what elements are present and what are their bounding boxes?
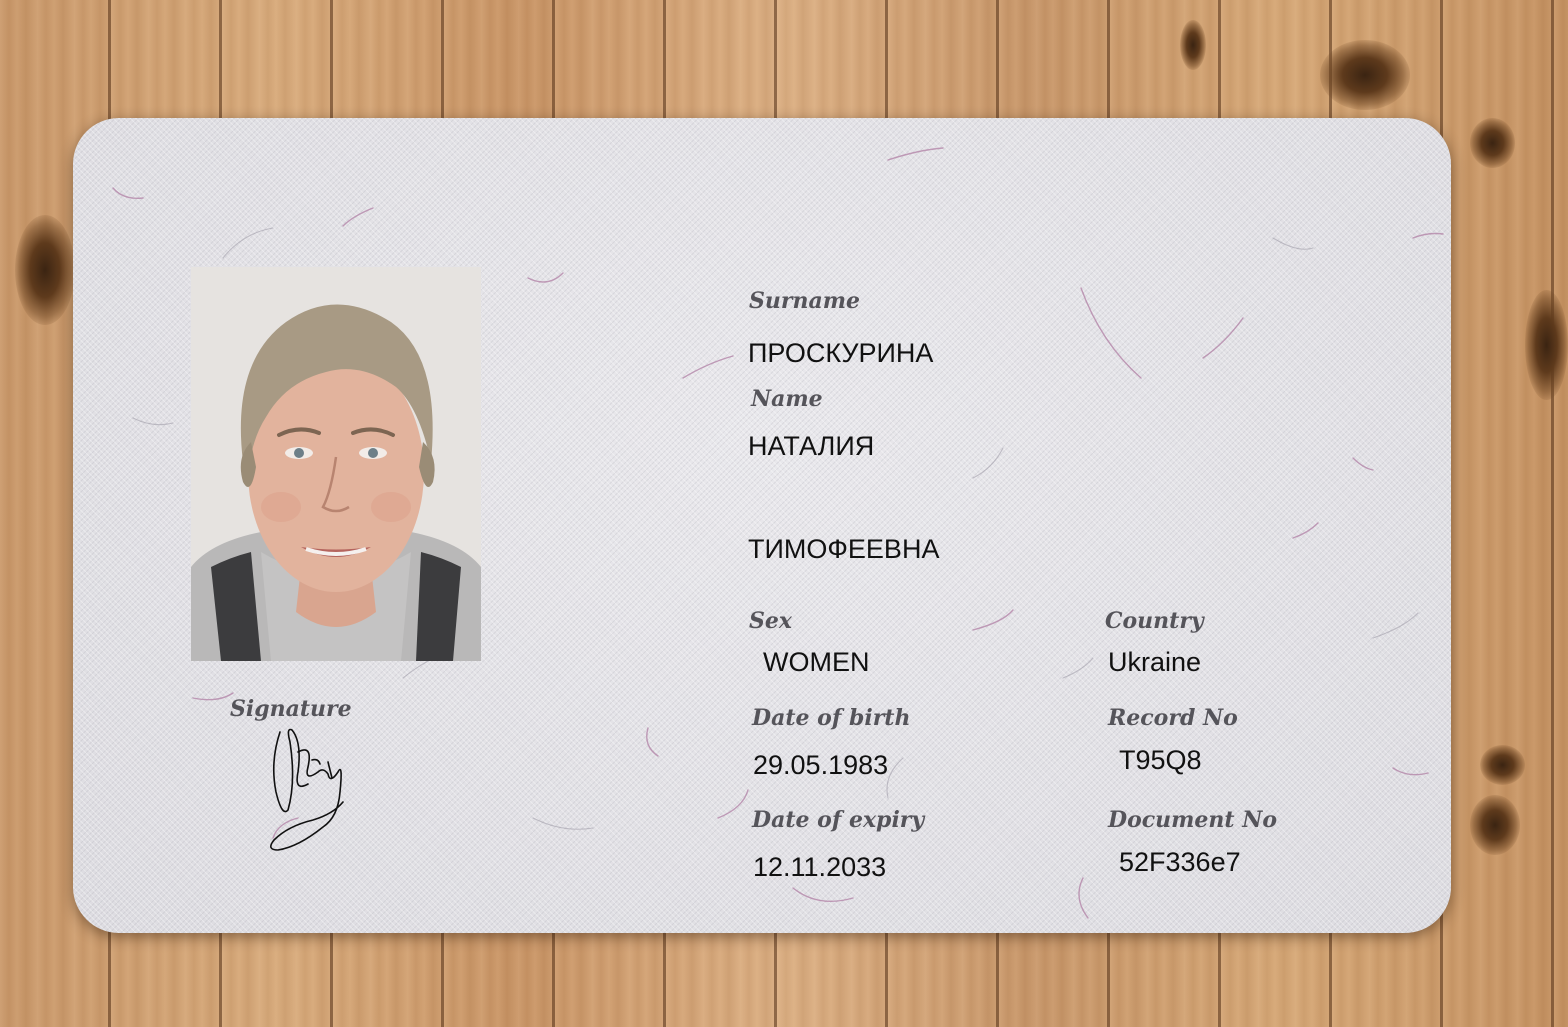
sex-label: Sex: [749, 608, 793, 634]
date-of-birth-value: 29.05.1983: [753, 750, 889, 780]
surname-label: Surname: [749, 288, 860, 314]
country-label: Country: [1105, 608, 1204, 634]
holder-signature: [268, 722, 353, 857]
name-value: НАТАЛИЯ: [748, 431, 875, 461]
id-card: [73, 118, 1451, 933]
sex-value: WOMEN: [763, 647, 870, 677]
date-of-expiry-value: 12.11.2033: [753, 852, 887, 882]
wood-knot: [1480, 745, 1525, 785]
document-no-value: 52F336e7: [1119, 847, 1241, 877]
holder-photo: [191, 267, 481, 661]
signature-label: Signature: [230, 696, 352, 722]
wood-knot: [1320, 40, 1410, 110]
wood-knot: [1470, 795, 1520, 855]
surname-value: ПРОСКУРИНА: [748, 338, 934, 368]
holder-portrait-image: [191, 267, 481, 661]
record-no-value: T95Q8: [1119, 745, 1202, 775]
wood-knot: [1180, 20, 1206, 70]
date-of-birth-label: Date of birth: [752, 705, 911, 731]
record-no-label: Record No: [1108, 705, 1238, 731]
patronymic-value: ТИМОФЕЕВНА: [748, 534, 940, 564]
name-label: Name: [751, 386, 823, 412]
wood-knot: [1470, 118, 1515, 168]
wood-knot: [15, 215, 75, 325]
country-value: Ukraine: [1108, 647, 1202, 677]
document-no-label: Document No: [1108, 807, 1278, 833]
wood-knot: [1525, 290, 1568, 400]
date-of-expiry-label: Date of expiry: [752, 807, 925, 833]
